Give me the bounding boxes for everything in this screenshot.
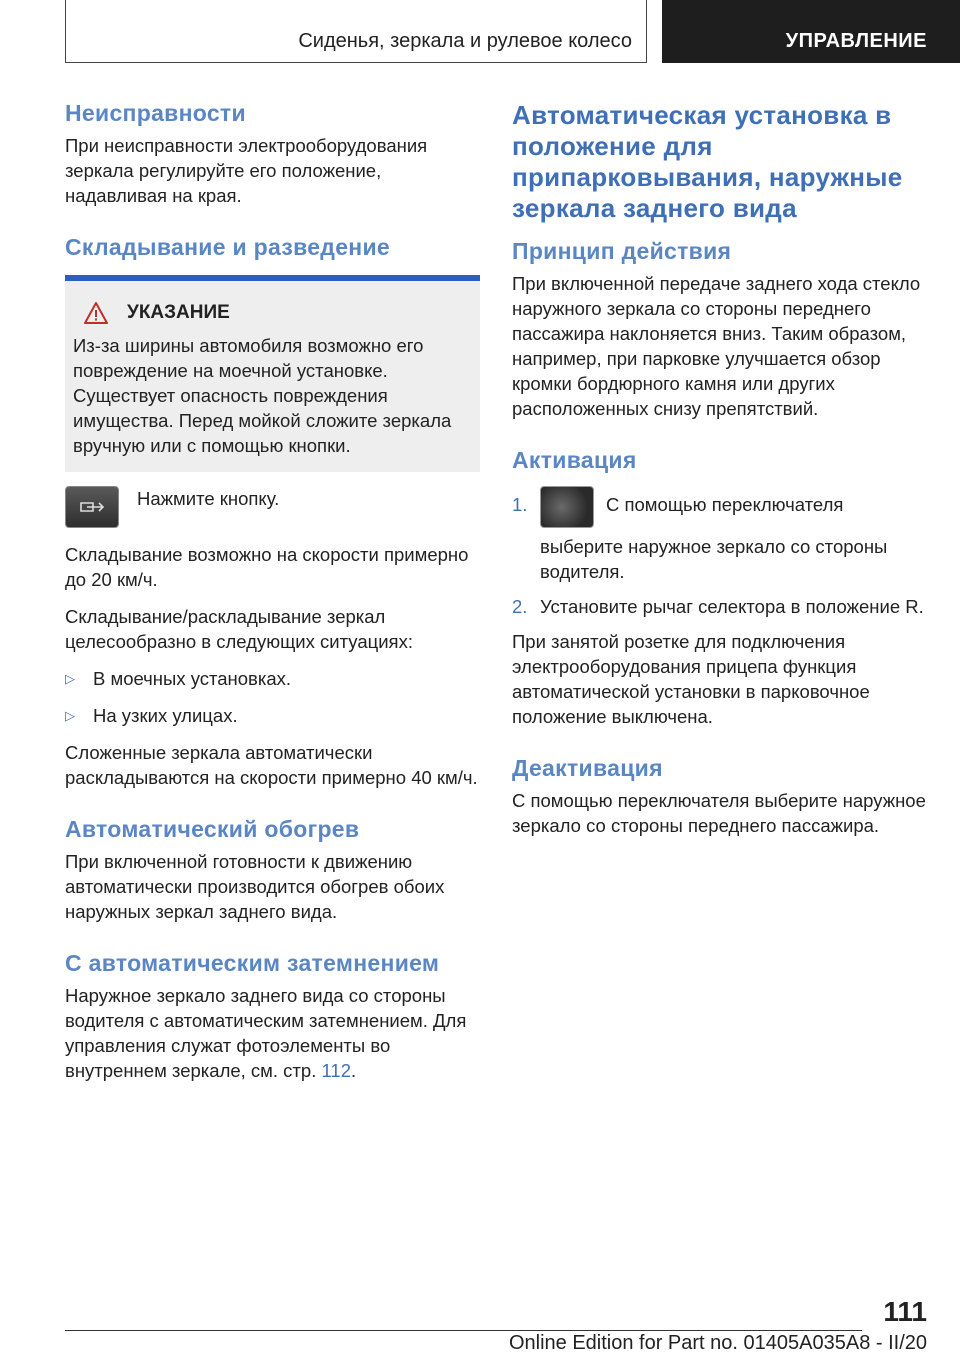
para-fold-speed: Складывание возможно на скорости примерно до 20 км/ч.	[65, 544, 469, 590]
heading-faults: Неисправности	[65, 100, 246, 126]
list-item	[65, 703, 480, 728]
footer-divider	[65, 1330, 862, 1331]
heading-principle: Принцип действия	[512, 238, 732, 264]
step-text: С помощью переключателя выберите наружное зеркало со стороны водителя.	[540, 494, 888, 582]
bullet-text: В моечных установках.	[93, 668, 292, 689]
list-item	[65, 666, 480, 691]
para-unfold: Сложенные зеркала автоматически раскладываются на скорости примерно 40 км/ч.	[65, 742, 478, 788]
right-column	[512, 100, 927, 850]
para-dimming-end: .	[350, 1060, 357, 1081]
bullet-text: На узких улицах.	[93, 705, 238, 726]
para-dimming-text: Наружное зеркало заднего вида со стороны водителя с автоматическим затемнением. Для управления служат фотоэлементы во внутреннем зеркале, см. стр.	[65, 985, 467, 1081]
fold-button-instruction: Нажмите кнопку.	[137, 488, 280, 509]
heading-parking-position: Автоматическая установка в положение для припарковывания, наружные зеркала заднего вида	[512, 100, 903, 223]
header-section-box	[65, 0, 647, 63]
para-faults: При неисправности электрооборудования зеркала регулируйте его положение, надавливая на края.	[65, 135, 428, 206]
left-column	[65, 100, 480, 1095]
para-dimming	[65, 983, 480, 1083]
footer-edition: Online Edition for Part no. 01405A035A8 - II/20	[508, 1332, 927, 1354]
bullet-arrow-icon: ▷	[65, 671, 75, 686]
header-section-title: Сиденья, зеркала и рулевое колесо	[298, 30, 632, 52]
warning-text: Из-за ширины автомобиля возможно его повреждение на моечной установке. Существует опасность повреждения имущества. Перед мойкой сложите зеркала вручную или с помощью кнопки.	[73, 335, 452, 456]
warning-label: УКАЗАНИЕ	[127, 302, 230, 323]
mirror-fold-button-icon	[65, 486, 119, 528]
page-number: 111	[883, 1296, 927, 1327]
list-item	[512, 594, 927, 619]
header-chapter-title: УПРАВЛЕНИЕ	[785, 30, 927, 52]
heading-dimming: С автоматическим затемнением	[65, 950, 440, 976]
warning-header	[83, 301, 470, 325]
step-text-wrap	[540, 492, 927, 584]
bullet-arrow-icon: ▷	[65, 708, 75, 723]
para-trailer: При занятой розетке для подключения электрооборудования прицепа функция автоматической установки в парковочное положение выключена.	[512, 631, 870, 727]
heading-deactivation: Деактивация	[512, 755, 663, 781]
warning-triangle-icon	[83, 301, 109, 325]
header-chapter-box	[662, 0, 960, 63]
para-deactivation: С помощью переключателя выберите наружное зеркало со стороны переднего пассажира.	[512, 790, 926, 836]
list-item	[512, 492, 927, 584]
para-heating: При включенной готовности к движению автоматически производится обогрев обоих наружных зеркал заднего вида.	[65, 851, 445, 922]
heading-activation: Активация	[512, 447, 637, 473]
mirror-switch-icon	[540, 486, 594, 528]
para-fold-useful: Складывание/раскладывание зеркал целесообразно в следующих ситуациях:	[65, 606, 413, 652]
step-text: Установите рычаг селектора в положение R.	[540, 596, 924, 617]
step-number: 1.	[512, 494, 528, 515]
step-number: 2.	[512, 596, 528, 617]
page-reference-link[interactable]: 112	[321, 1060, 351, 1081]
heading-heating: Автоматический обогрев	[65, 816, 360, 842]
heading-folding: Складывание и разведение	[65, 234, 391, 260]
warning-box	[65, 275, 480, 472]
fold-button-row	[65, 486, 480, 528]
para-principle: При включенной передаче заднего хода стекло наружного зеркала со стороны переднего пассажира наклоняется вниз. Таким образом, например, при парковке улучшается обзор кромки бордюрного камня или других расположенных снизу препятствий.	[512, 273, 921, 419]
